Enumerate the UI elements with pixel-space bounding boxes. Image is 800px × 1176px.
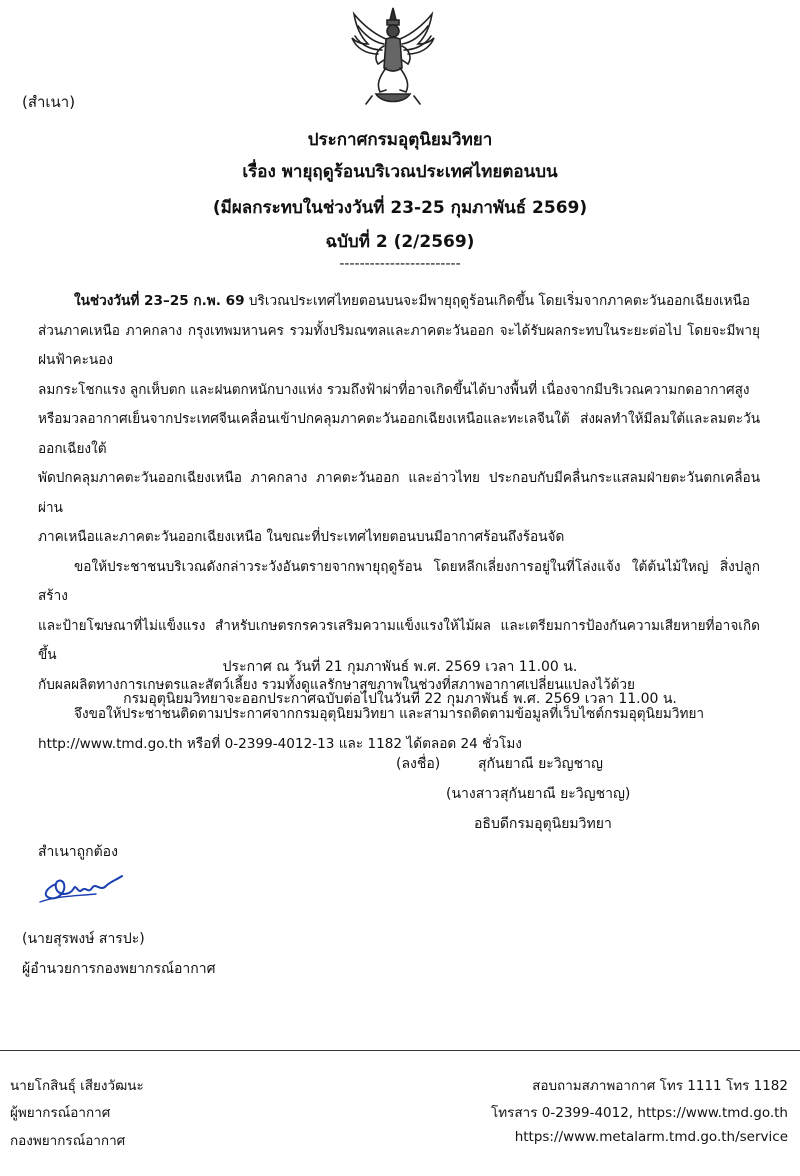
footer-metalarm-link[interactable]: https://www.metalarm.tmd.go.th/service bbox=[514, 1129, 788, 1145]
footer-contact-fax: โทรสาร 0-2399-4012, https://www.tmd.go.th bbox=[491, 1105, 788, 1121]
signed-label: (ลงชื่อ) bbox=[396, 756, 441, 772]
date-range-lead: ในช่วงวันที่ 23–25 ก.พ. 69 bbox=[74, 293, 245, 309]
paragraph-1-line-1: ในช่วงวันที่ 23–25 ก.พ. 69 บริเวณประเทศไทยตอนบนจะมีพายุฤดูร้อนเกิดขึ้น โดยเริ่มจากภาคตะวันออกเฉียงเหนือ bbox=[74, 293, 751, 309]
announcement-effect-period: (มีผลกระทบในช่วงวันที่ 23-25 กุมภาพันธ์ 2569) bbox=[212, 198, 588, 218]
announce-date: ประกาศ ณ วันที่ 21 กุมภาพันธ์ พ.ศ. 2569 เวลา 11.00 น. bbox=[222, 659, 578, 675]
footer-division: กองพยากรณ์อากาศ bbox=[10, 1133, 126, 1149]
paragraph-1-line-2: ส่วนภาคเหนือ ภาคกลาง กรุงเทพมหานคร รวมทั้งปริมณฑลและภาคตะวันออก จะได้รับผลกระทบในระยะต่อไป โดยจะมีพายุฝนฟ้าคะนอง bbox=[38, 322, 760, 368]
paragraph-3-line-1: จึงขอให้ประชาชนติดตามประกาศจากกรมอุตุนิยมวิทยา และสามารถติดตามข้อมูลที่เว็บไซต์กรมอุตุนิยมวิทยา bbox=[74, 706, 705, 722]
paragraph-2-line-3: กับผลผลิตทางการเกษตรและสัตว์เลี้ยง รวมทั้งดูแลรักษาสุขภาพในช่วงที่สภาพอากาศเปลี่ยนแปลงไว้ด้วย bbox=[38, 676, 636, 693]
signatory-name: สุกันยาณี ยะวิญชาญ bbox=[478, 756, 603, 772]
certifier-name: (นายสุรพงษ์ สารปะ) bbox=[22, 931, 145, 947]
handwritten-signature-icon bbox=[36, 866, 126, 908]
announcement-title: ประกาศกรมอุตุนิยมวิทยา bbox=[307, 130, 493, 150]
garuda-emblem-icon bbox=[346, 6, 440, 108]
paragraph-1-line-5: พัดปกคลุมภาคตะวันออกเฉียงเหนือ ภาคกลาง ภาคตะวันออก และอ่าวไทย ประกอบกับมีคลื่นกระแสลมฝ่ายตะวันตกเคลื่อนผ่าน bbox=[38, 470, 760, 516]
paragraph-2-line-1: ขอให้ประชาชนบริเวณดังกล่าวระวังอันตรายจากพายุฤดูร้อน โดยหลีกเลี่ยงการอยู่ในที่โล่งแจ้ง ใต้ต้นไม้ใหญ่ สิ่งปลูกสร้าง bbox=[38, 558, 760, 604]
paragraph-2-line-2: และป้ายโฆษณาที่ไม่แข็งแรง สำหรับเกษตรกรควรเสริมความแข็งแรงให้ไม้ผล และเตรียมการป้องกันความเสียหายที่อาจเกิดขึ้น bbox=[38, 617, 760, 663]
next-issue-note: กรมอุตุนิยมวิทยาจะออกประกาศฉบับต่อไปในวันที่ 22 กุมภาพันธ์ พ.ศ. 2569 เวลา 11.00 น. bbox=[123, 691, 677, 707]
signatory-full-name: (นางสาวสุกันยาณี ยะวิญชาญ) bbox=[446, 786, 631, 802]
footer-contact-phone: สอบถามสภาพอากาศ โทร 1111 โทร 1182 bbox=[532, 1078, 788, 1094]
footer-forecaster-title: ผู้พยากรณ์อากาศ bbox=[10, 1105, 111, 1121]
certifier-position: ผู้อำนวยการกองพยากรณ์อากาศ bbox=[22, 961, 216, 977]
signatory-position: อธิบดีกรมอุตุนิยมวิทยา bbox=[474, 816, 612, 832]
footer-forecaster-name: นายโกสินธุ์ เสียงวัฒนะ bbox=[10, 1078, 144, 1094]
paragraph-1-line-3: ลมกระโชกแรง ลูกเห็บตก และฝนตกหนักบางแห่ง รวมถึงฟ้าผ่าที่อาจเกิดขึ้นได้บางพื้นที่ เนื่องจากมีบริเวณความกดอากาศสูง bbox=[38, 381, 750, 398]
footer-divider bbox=[0, 1050, 800, 1051]
paragraph-1-line-4: หรือมวลอากาศเย็นจากประเทศจีนเคลื่อนเข้าปกคลุมภาคตะวันออกเฉียงเหนือและทะเลจีนใต้ ส่งผลทำให้มีลมใต้และลมตะวันออกเฉียงใต้ bbox=[38, 411, 760, 457]
header-divider: ------------------------ bbox=[339, 256, 461, 272]
announcement-issue-number: ฉบับที่ 2 (2/2569) bbox=[325, 232, 475, 252]
announcement-subject: เรื่อง พายุฤดูร้อนบริเวณประเทศไทยตอนบน bbox=[242, 162, 558, 182]
copy-label: (สำเนา) bbox=[22, 93, 76, 111]
paragraph-3-line-2: http://www.tmd.go.th หรือที่ 0-2399-4012-13 และ 1182 ได้ตลอด 24 ชั่วโมง bbox=[38, 735, 522, 752]
paragraph-1-line-6: ภาคเหนือและภาคตะวันออกเฉียงเหนือ ในขณะที่ประเทศไทยตอนบนมีอากาศร้อนถึงร้อนจัด bbox=[38, 529, 565, 545]
certified-copy-label: สำเนาถูกต้อง bbox=[38, 844, 118, 860]
